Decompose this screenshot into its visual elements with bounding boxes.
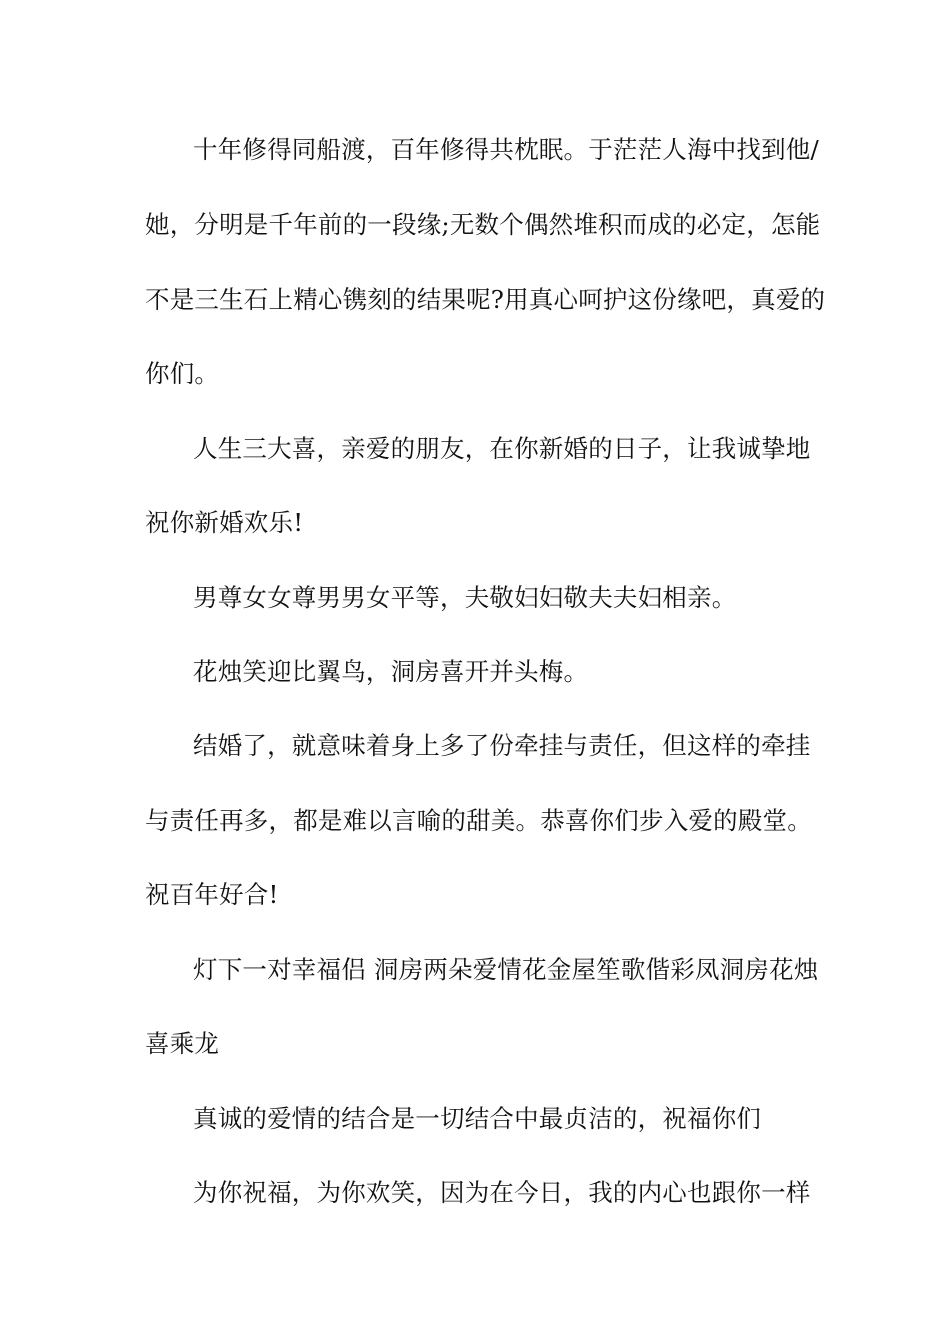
text-line: 为你祝福，为你欢笑，因为在今日，我的内心也跟你一样	[193, 1178, 811, 1207]
text-line: 十年修得同船渡，百年修得共枕眠。于茫茫人海中找到他/	[193, 135, 819, 164]
text-line: 真诚的爱情的结合是一切结合中最贞洁的，祝福你们	[193, 1104, 762, 1133]
text-line: 不是三生石上精心镌刻的结果呢?用真心呵护这份缘吧，真爱的	[145, 285, 826, 314]
text-line: 结婚了，就意味着身上多了份牵挂与责任，但这样的牵挂	[193, 731, 811, 760]
text-line: 与责任再多，都是难以言喻的甜美。恭喜你们步入爱的殿堂。	[145, 806, 812, 835]
text-line: 花烛笑迎比翼鸟，洞房喜开并头梅。	[193, 657, 589, 686]
text-line: 灯下一对幸福侣 洞房两朵爱情花金屋笙歌偕彩凤洞房花烛	[193, 955, 819, 984]
text-line: 男尊女女尊男男女平等，夫敬妇妇敬夫夫妇相亲。	[193, 583, 737, 612]
text-line: 你们。	[145, 359, 220, 388]
text-line: 人生三大喜，亲爱的朋友，在你新婚的日子，让我诚挚地	[193, 434, 811, 463]
text-line: 祝百年好合!	[145, 880, 279, 909]
text-line: 祝你新婚欢乐!	[145, 508, 304, 537]
text-line: 喜乘龙	[145, 1029, 220, 1058]
text-line: 她，分明是千年前的一段缘;无数个偶然堆积而成的必定，怎能	[145, 210, 821, 239]
